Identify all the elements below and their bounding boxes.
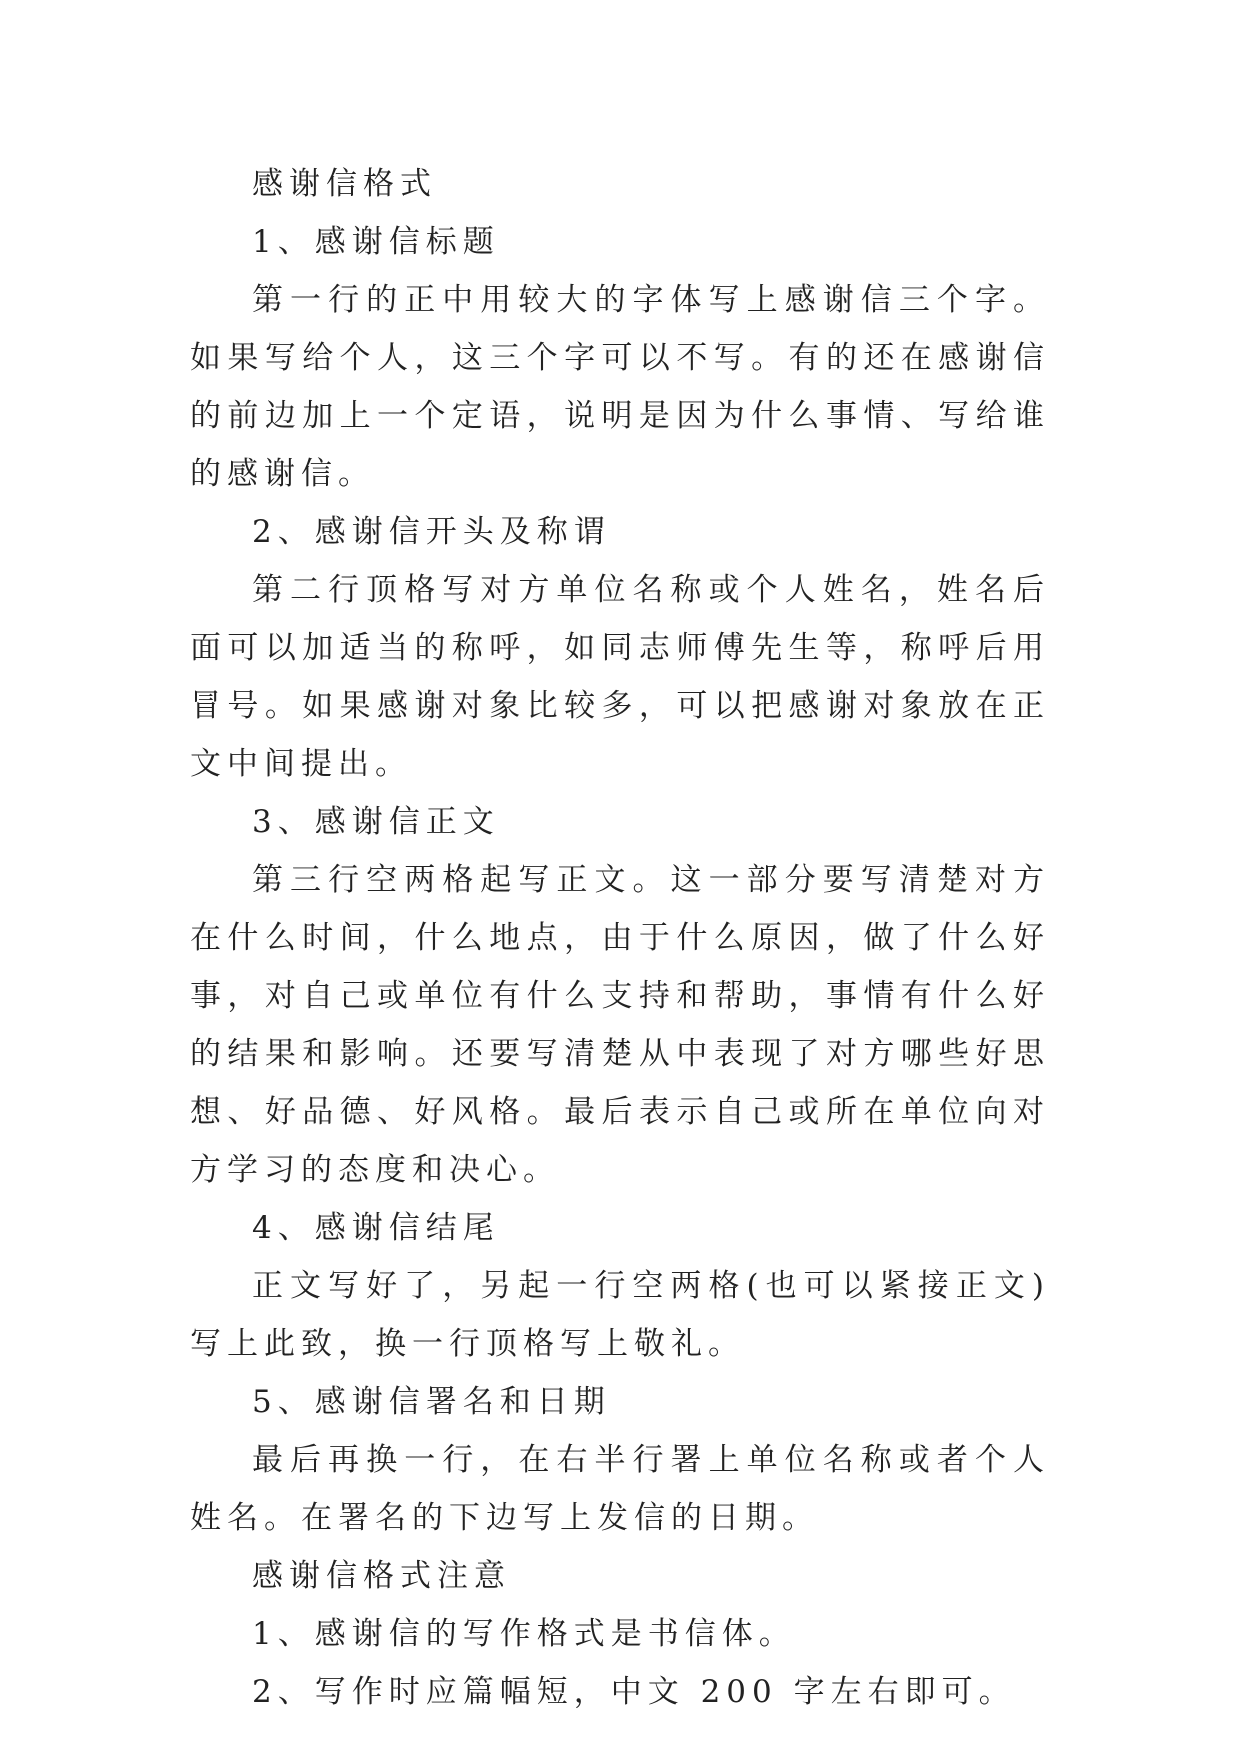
paragraph-signature-rule: 最后再换一行，在右半行署上单位名称或者个人姓名。在署名的下边写上发信的日期。 bbox=[190, 1442, 1050, 1536]
note-item-2: 2、写作时应篇幅短，中文 200 字左右即可。 bbox=[252, 1674, 1016, 1710]
section-heading-1: 1、感谢信标题 bbox=[252, 224, 500, 260]
section-title: 感谢信格式 bbox=[252, 166, 437, 202]
notes-title: 感谢信格式注意 bbox=[252, 1558, 511, 1594]
paragraph-body-rule: 第三行空两格起写正文。这一部分要写清楚对方在什么时间，什么地点，由于什么原因，做了什么好事，对自己或单位有什么支持和帮助，事情有什么好的结果和影响。还要写清楚从中表现了对方哪些好思想、好品德、好风格。最后表示自己或所在单位向对方学习的态度和决心。 bbox=[190, 862, 1050, 1188]
paragraph-closing-rule: 正文写好了，另起一行空两格(也可以紧接正文)写上此致，换一行顶格写上敬礼。 bbox=[190, 1268, 1050, 1362]
section-heading-2: 2、感谢信开头及称谓 bbox=[252, 514, 611, 550]
section-heading-5: 5、感谢信署名和日期 bbox=[252, 1384, 611, 1420]
paragraph-salutation-rule: 第二行顶格写对方单位名称或个人姓名，姓名后面可以加适当的称呼，如同志师傅先生等，称呼后用冒号。如果感谢对象比较多，可以把感谢对象放在正文中间提出。 bbox=[190, 572, 1050, 782]
paragraph-title-rule: 第一行的正中用较大的字体写上感谢信三个字。如果写给个人，这三个字可以不写。有的还在感谢信的前边加上一个定语，说明是因为什么事情、写给谁的感谢信。 bbox=[190, 282, 1050, 492]
document-body bbox=[190, 155, 1050, 1721]
section-heading-4: 4、感谢信结尾 bbox=[252, 1210, 500, 1246]
section-heading-3: 3、感谢信正文 bbox=[252, 804, 500, 840]
note-item-1: 1、感谢信的写作格式是书信体。 bbox=[252, 1616, 796, 1652]
